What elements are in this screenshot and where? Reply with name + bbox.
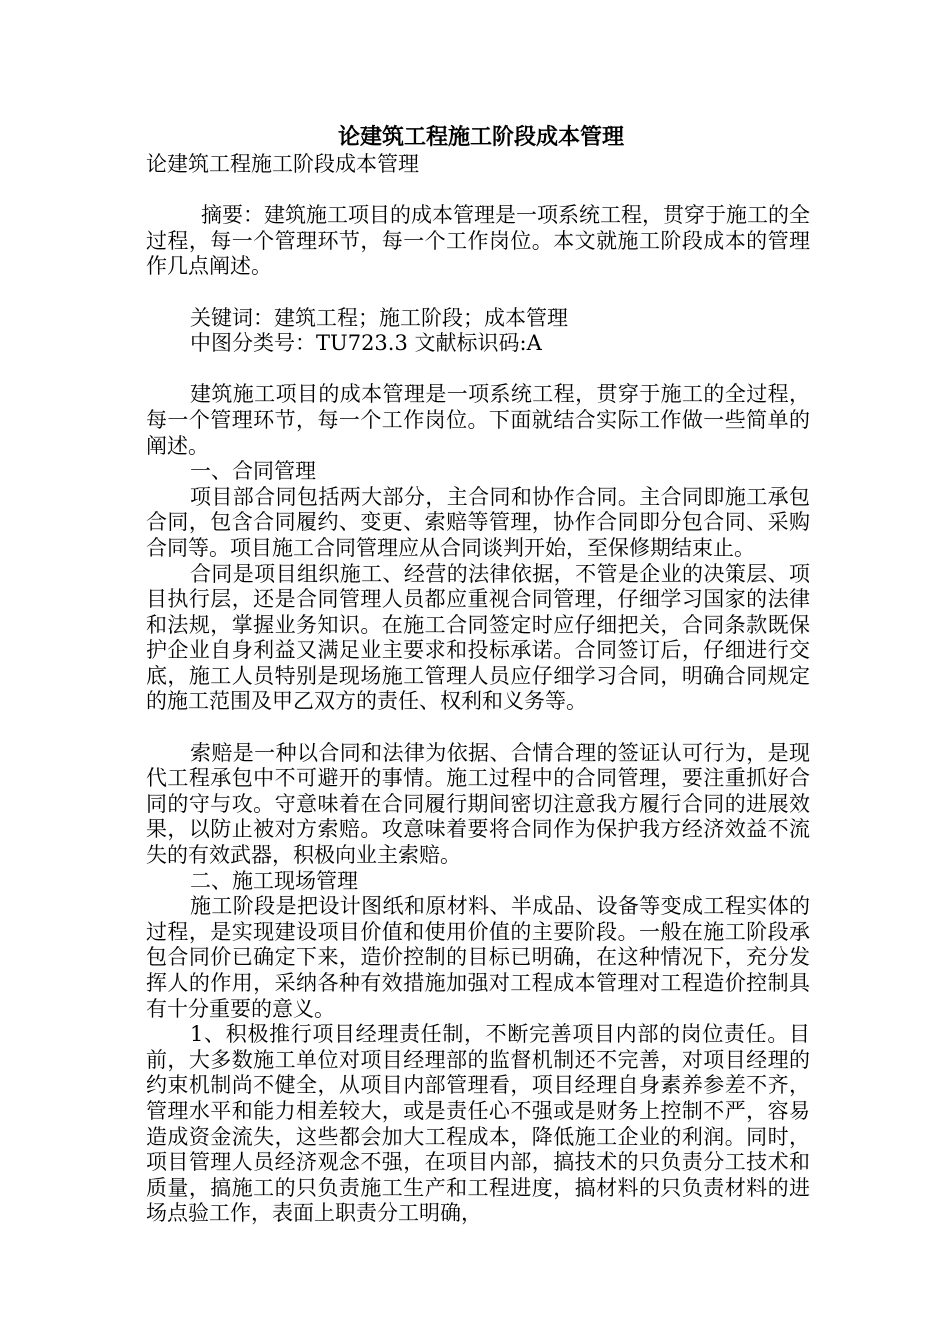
document-page — [146, 122, 810, 1227]
body-paragraph: 项目部合同包括两大部分，主合同和协作合同。主合同即施工承包合同，包含合同履约、变更、索赔等管理，协作合同即分包合同、采购合同等。项目施工合同管理应从合同谈判开始，至保修期结束止。 — [146, 484, 810, 560]
spacer — [146, 357, 810, 383]
body-paragraph: 索赔是一种以合同和法律为依据、合情合理的签证认可行为，是现代工程承包中不可避开的事情。施工过程中的合同管理，要注重抓好合同的守与攻。守意味着在合同履行期间密切注意我方履行合同的进展效果，以防止被对方索赔。攻意味着要将合同作为保护我方经济效益不流失的有效武器，积极向业主索赔。 — [146, 740, 810, 868]
spacer — [146, 280, 810, 306]
body-paragraph: 合同是项目组织施工、经营的法律依据，不管是企业的决策层、项目执行层，还是合同管理人员都应重视合同管理，仔细学习国家的法律和法规，掌握业务知识。在施工合同签定时应仔细把关，合同条款既保护企业自身利益又满足业主要求和投标承诺。合同签订后，仔细进行交底，施工人员特别是现场施工管理人员应仔细学习合同，明确合同规定的施工范围及甲乙双方的责任、权利和义务等。 — [146, 561, 810, 714]
section-heading-contract: 一、合同管理 — [190, 459, 316, 484]
body-paragraph: 1、积极推行项目经理责任制，不断完善项目内部的岗位责任。目前，大多数施工单位对项目经理部的监督机制还不完善，对项目经理的约束机制尚不健全，从项目内部管理看，项目经理自身素养参差不齐，管理水平和能力相差较大，或是责任心不强或是财务上控制不严，容易造成资金流失，这些都会加大工程成本，降低施工企业的利润。同时，项目管理人员经济观念不强，在项目内部，搞技术的只负责分工技术和质量，搞施工的只负责施工生产和工程进度，搞材料的只负责材料的进场点验工作，表面上职责分工明确， — [146, 1022, 810, 1226]
spacer — [146, 178, 810, 204]
body-paragraph: 施工阶段是把设计图纸和原材料、半成品、设备等变成工程实体的过程，是实现建设项目价值和使用价值的主要阶段。一般在施工阶段承包合同价已确定下来，造价控制的目标已明确，在这种情况下，充分发挥人的作用，采纳各种有效措施加强对工程成本管理对工程造价控制具有十分重要的意义。 — [146, 894, 810, 1021]
abstract-paragraph: 摘要：建筑施工项目的成本管理是一项系统工程，贯穿于施工的全过程，每一个管理环节，每一个工作岗位。本文就施工阶段成本的管理作几点阐述。 — [146, 203, 810, 279]
document-title: 论建筑工程施工阶段成本管理 — [337, 124, 624, 150]
classification-line: 中图分类号：TU723.3 文献标识码:A — [190, 331, 542, 356]
spacer — [146, 715, 810, 741]
intro-paragraph: 建筑施工项目的成本管理是一项系统工程，贯穿于施工的全过程，每一个管理环节，每一个工作岗位。下面就结合实际工作做一些简单的阐述。 — [146, 382, 810, 458]
document-subtitle: 论建筑工程施工阶段成本管理 — [146, 152, 419, 176]
section-heading-site: 二、施工现场管理 — [190, 868, 358, 893]
keywords-line: 关键词：建筑工程；施工阶段；成本管理 — [190, 305, 568, 330]
